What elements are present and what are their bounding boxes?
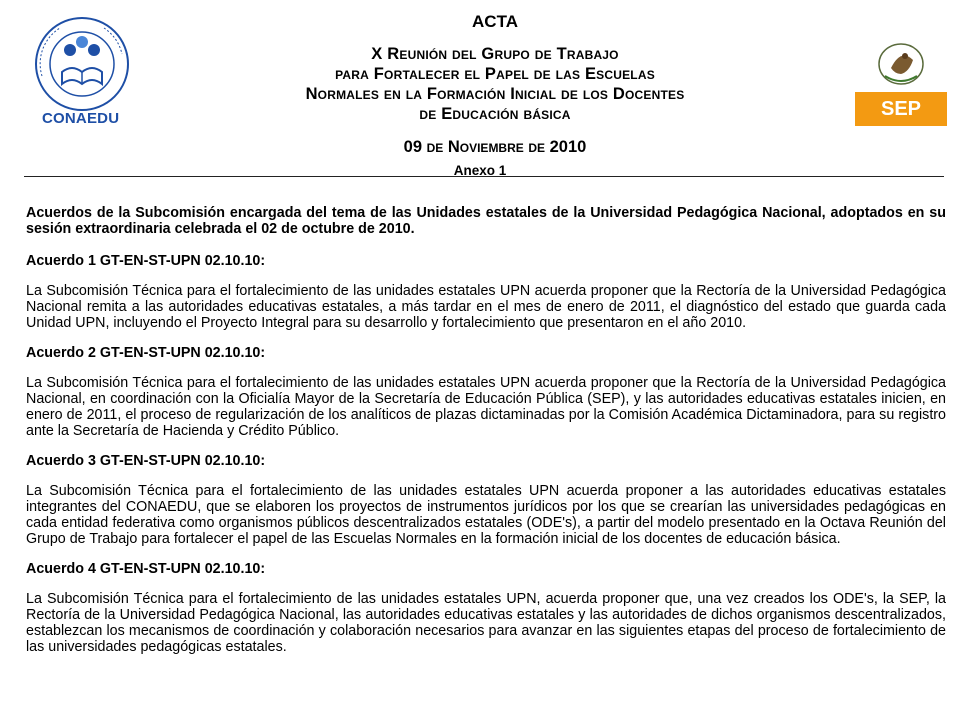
document-type: ACTA bbox=[472, 12, 518, 31]
meeting-date: 09 de Noviembre de 2010 bbox=[403, 138, 587, 156]
document-body bbox=[26, 205, 946, 655]
agreement-title-3: Acuerdo 3 GT-EN-ST-UPN 02.10.10: bbox=[26, 453, 266, 469]
header-divider bbox=[24, 176, 944, 177]
sep-label: SEP bbox=[880, 98, 922, 120]
title-line-4: de Educación básica bbox=[419, 105, 571, 123]
title-line-3: Normales en la Formación Inicial de los Docentes bbox=[305, 85, 685, 103]
conaedu-emblem-icon bbox=[20, 14, 148, 114]
conaedu-logo bbox=[20, 14, 148, 127]
mexico-coat-of-arms-icon bbox=[855, 34, 947, 90]
intro-paragraph: Acuerdos de la Subcomisión encargada del tema de las Unidades estatales de la Universidad Pedagógica Nacional, adoptados en su sesión extraordinaria celebrada el 02 de octubre de 2010. bbox=[26, 205, 946, 237]
agreement-text-3: La Subcomisión Técnica para el fortalecimiento de las unidades estatales UPN acuerda proponer a las autoridades educativas estatales integrantes del CONAEDU, que se elaboren los proyectos de instrumentos jurídicos por los que se crearían las universidades pedagógicas en cada entidad federativa como organismos públicos descentralizados estatales (ODE's), a partir del modelo presentado en la Octava Reunión del Grupo de Trabajo para fortalecer el papel de las Escuelas Normales en la formación inicial de los docentes de educación básica. bbox=[26, 483, 946, 547]
agreement-text-4: La Subcomisión Técnica para el fortalecimiento de las unidades estatales UPN, acuerda proponer que, una vez creados los ODE's, la SEP, la Rectoría de la Universidad Pedagógica Nacional, las autoridades educativas estatales y las autoridades de dichos organismos descentralizados, establezcan los mecanismos de coordinación y colaboración necesarios para avanzar en las siguientes etapas del proceso de fortalecimiento de las universidades pedagógicas estatales. bbox=[26, 591, 946, 655]
annex-label: Anexo 1 bbox=[453, 163, 507, 178]
conaedu-label: CONAEDU bbox=[42, 110, 120, 127]
title-line-2: para Fortalecer el Papel de las Escuelas bbox=[335, 65, 655, 83]
title-line-1: X Reunión del Grupo de Trabajo bbox=[371, 45, 619, 63]
title-block bbox=[150, 12, 840, 157]
agreement-title-1: Acuerdo 1 GT-EN-ST-UPN 02.10.10: bbox=[26, 253, 266, 269]
sep-logo bbox=[855, 34, 949, 120]
agreement-title-2: Acuerdo 2 GT-EN-ST-UPN 02.10.10: bbox=[26, 345, 266, 361]
agreement-text-1: La Subcomisión Técnica para el fortalecimiento de las unidades estatales UPN acuerda proponer que la Rectoría de la Universidad Pedagógica Nacional remita a las autoridades educativas estatales, a más tardar en el mes de enero de 2011, el diagnóstico del estado que guarda cada Unidad UPN, incluyendo el Proyecto Integral para su desarrollo y fortalecimiento que presentaron en el año 2010. bbox=[26, 283, 946, 331]
agreement-title-4: Acuerdo 4 GT-EN-ST-UPN 02.10.10: bbox=[26, 561, 266, 577]
agreement-text-2: La Subcomisión Técnica para el fortalecimiento de las unidades estatales UPN acuerda proponer que la Rectoría de la Universidad Pedagógica Nacional, en coordinación con la Oficialía Mayor de la Secretaría de Educación Pública (SEP), y las autoridades educativas estatales inicien, en enero de 2011, el proceso de regularización de los analíticos de plazas dictaminadas por la Comisión Académica Dictaminadora, para su registro ante la Secretaría de Hacienda y Crédito Público. bbox=[26, 375, 946, 439]
